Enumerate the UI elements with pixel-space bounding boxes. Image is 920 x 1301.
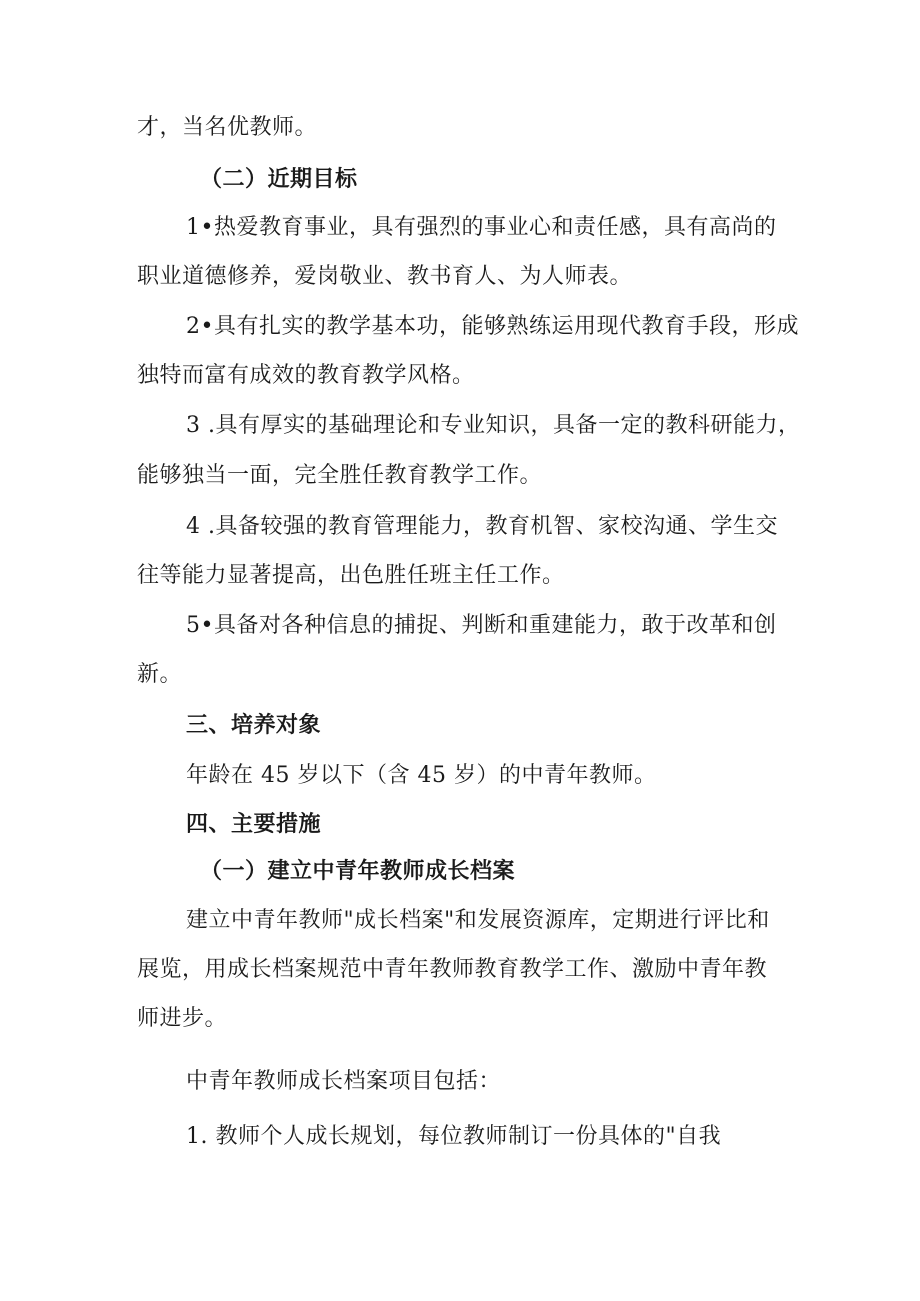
- goal-3-line-2: 能够独当一面，完全胜任教育教学工作。: [137, 463, 543, 488]
- goal-5-line-1: 5•具备对各种信息的捕捉、判断和重建能力，敢于改革和创: [186, 613, 777, 638]
- growth-archive-line-2: 展览，用成长档案规范中青年教师教育教学工作、激励中青年教: [137, 957, 768, 982]
- subheading-growth-archive: （一）建立中青年教师成长档案: [200, 859, 516, 884]
- growth-archive-line-3: 师进步。: [137, 1006, 228, 1031]
- goal-5-line-2: 新。: [137, 662, 183, 687]
- paragraph-continuation: 才，当名优教师。: [137, 115, 318, 140]
- goal-2-line-2: 独特而富有成效的教育教学风格。: [137, 363, 475, 388]
- goal-4-line-2: 往等能力显著提高，出色胜任班主任工作。: [137, 563, 565, 588]
- goal-2-line-1: 2•具有扎实的教学基本功，能够熟练运用现代教育手段，形成: [186, 314, 799, 339]
- archive-item-1: 1. 教师个人成长规划，每位教师制订一份具体的"自我: [186, 1124, 722, 1149]
- archive-items-intro: 中青年教师成长档案项目包括：: [186, 1069, 502, 1094]
- goal-4-line-1: 4 .具备较强的教育管理能力，教育机智、家校沟通、学生交: [186, 514, 778, 539]
- growth-archive-line-1: 建立中青年教师"成长档案"和发展资源库，定期进行评比和: [186, 908, 770, 933]
- section-heading-main-measures: 四、主要措施: [186, 812, 322, 837]
- section-heading-training-targets: 三、培养对象: [186, 713, 322, 738]
- training-targets-text: 年龄在 45 岁以下（含 45 岁）的中青年教师。: [186, 763, 657, 788]
- subheading-near-term-goals: （二）近期目标: [200, 167, 358, 192]
- goal-1-line-1: 1•热爱教育事业，具有强烈的事业心和责任感，具有高尚的: [186, 215, 777, 240]
- goal-3-line-1: 3 .具有厚实的基础理论和专业知识，具备一定的教科研能力，: [186, 413, 801, 438]
- goal-1-line-2: 职业道德修养，爱岗敬业、教书育人、为人师表。: [137, 264, 633, 289]
